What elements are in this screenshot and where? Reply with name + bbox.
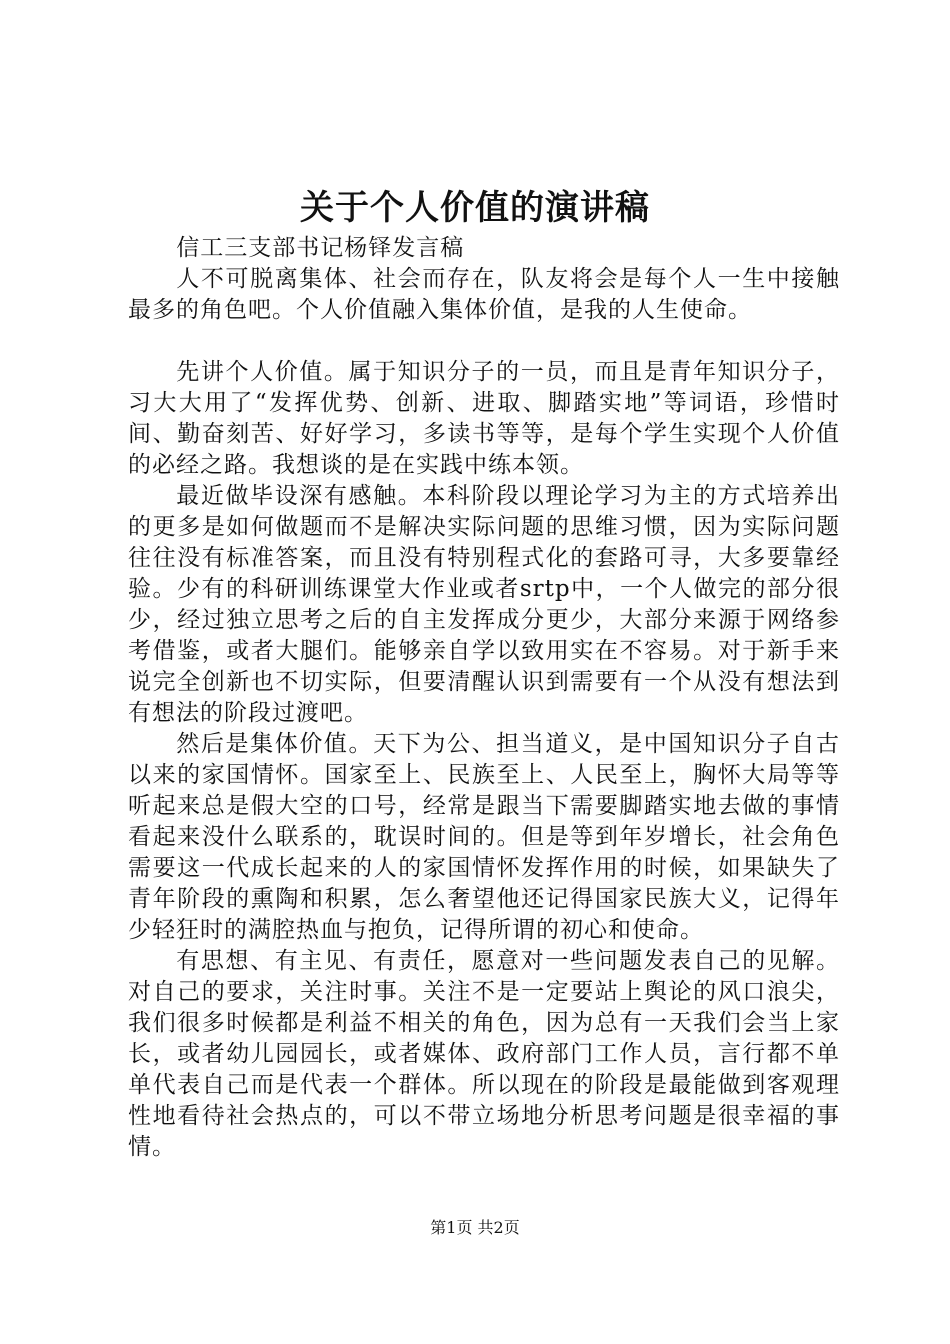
paragraph-personal-value: 先讲个人价值。属于知识分子的一员，而且是青年知识分子，习大大用了“发挥优势、创新、进取、脚踏实地”等词语，珍惜时间、勤奋刻苦、好好学习，多读书等等，是每个学生实现个人价值的必经之路。我想谈的是在实践中练本领。: [128, 359, 840, 478]
document-body: [128, 233, 840, 1163]
paragraph-intro: 人不可脱离集体、社会而存在，队友将会是每个人一生中接触最多的角色吧。个人价值融入集体价值，是我的人生使命。: [128, 266, 840, 323]
paragraph-responsibility: 有思想、有主见、有责任，愿意对一些问题发表自己的见解。对自己的要求，关注时事。关注不是一定要站上舆论的风口浪尖，我们很多时候都是利益不相关的角色，因为总有一天我们会当上家长，或者幼儿园园长，或者媒体、政府部门工作人员，言行都不单单代表自己而是代表一个群体。所以现在的阶段是最能做到客观理性地看待社会热点的，可以不带立场地分析思考问题是很幸福的事情。: [128, 948, 840, 1160]
author-line: 信工三支部书记杨铎发言稿: [176, 235, 465, 261]
document-title: 关于个人价值的演讲稿: [300, 188, 650, 228]
paragraph-collective-value: 然后是集体价值。天下为公、担当道义，是中国知识分子自古以来的家国情怀。国家至上、民族至上、人民至上，胸怀大局等等听起来总是假大空的口号，经常是跟当下需要脚踏实地去做的事情看起来没什么联系的，耽误时间的。但是等到年岁增长，社会角色需要这一代成长起来的人的家国情怀发挥作用的时候，如果缺失了青年阶段的熏陶和积累，怎么奢望他还记得国家民族大义，记得年少轻狂时的满腔热血与抱负，记得所谓的初心和使命。: [128, 731, 840, 943]
paragraph-graduation-project: 最近做毕设深有感触。本科阶段以理论学习为主的方式培养出的更多是如何做题而不是解决实际问题的思维习惯，因为实际问题往往没有标准答案，而且没有特别程式化的套路可寻，大多要靠经验。少有的科研训练课堂大作业或者srtp中，一个人做完的部分很少，经过独立思考之后的自主发挥成分更少，大部分来源于网络参考借鉴，或者大腿们。能够亲自学以致用实在不容易。对于新手来说完全创新也不切实际，但要清醒认识到需要有一个从没有想法到有想法的阶段过渡吧。: [128, 483, 840, 726]
page-number: 第1页 共2页: [430, 1218, 520, 1237]
